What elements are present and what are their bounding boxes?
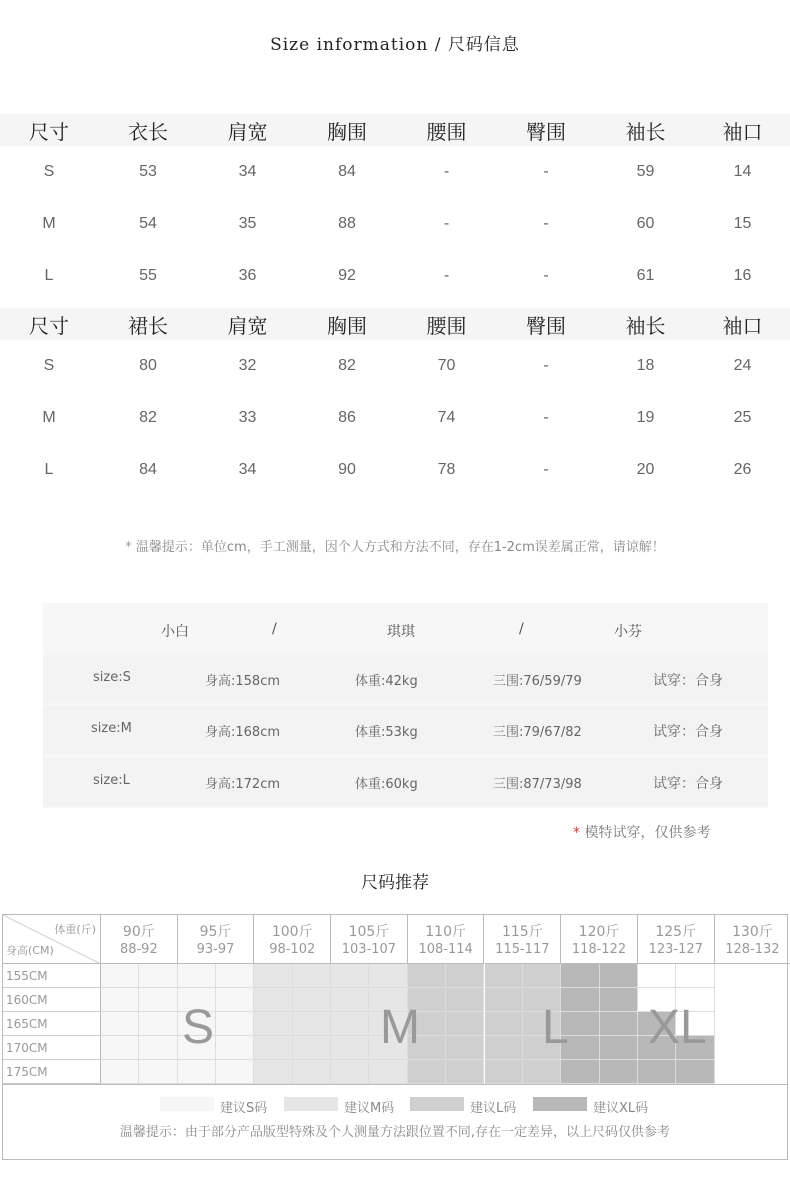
header-cell: 尺寸 [29,313,69,338]
grid-cell [600,964,638,988]
table-cell: - [543,163,549,180]
grid-cell [369,1060,407,1084]
table-row [0,250,790,302]
table-cell: 20 [636,461,655,478]
table-cell: 19 [636,409,655,426]
grid-cell [523,964,561,988]
size-label-xl: XL [648,1001,707,1054]
grid-cell [600,1036,638,1060]
header-cell: 袖长 [625,313,666,338]
measurement-note [0,536,790,555]
grid-cell [139,964,177,988]
legend-label: 建议L码 [470,1101,517,1116]
table-cell: 53 [139,163,157,180]
grid-cell [676,964,714,988]
weight-range: 103-107 [341,942,397,957]
header-cell: 腰围 [426,119,467,144]
grid-cell [178,964,216,988]
model-row [43,758,768,806]
grid-cell [408,964,446,988]
model-name: 小芬 [614,624,642,640]
table-cell: - [543,409,549,426]
table-row [0,392,790,444]
grid-cell [293,964,331,988]
weight-column-header [561,915,638,964]
grid-cell [139,1036,177,1060]
weight-jin: 130斤 [732,924,773,940]
grid-cell [600,988,638,1012]
table-cell: 25 [733,409,752,426]
table-row [0,340,790,392]
page-title: Size information / 尺码信息 [270,35,520,55]
table-cell: 86 [338,409,356,426]
table-cell: - [443,215,450,232]
model-size: size:S [93,670,131,685]
table-row [0,198,790,250]
legend-swatch-s [160,1097,214,1111]
grid-cell [101,1060,139,1084]
bottom-size-table [0,308,790,496]
table-cell: - [543,461,549,478]
grid-cell [293,1060,331,1084]
bottom-table-header [0,308,790,340]
table-cell: - [543,215,549,232]
table-cell: 59 [636,163,655,180]
header-cell: 胸围 [327,119,367,144]
grid-cell [293,988,331,1012]
weight-column-header [638,915,715,964]
grid-cell [485,1060,523,1084]
grid-cell [638,1060,676,1084]
grid-cell [101,964,139,988]
header-cell: 臀围 [526,313,566,338]
table-cell: - [443,163,450,180]
weight-column-header [485,915,562,964]
grid-cell [485,1036,523,1060]
table-cell: 24 [733,357,752,374]
legend-swatch-l [410,1097,464,1111]
grid-cell [561,1060,599,1084]
grid-cell [101,1012,139,1036]
weight-jin: 90斤 [122,924,155,940]
weight-column-header [408,915,485,964]
weight-jin: 125斤 [655,924,697,940]
table-cell: 34 [238,461,257,478]
grid-cell [101,988,139,1012]
note-star: * [125,540,132,555]
table-row [0,146,790,198]
grid-cell [676,1060,714,1084]
grid-cell [600,1060,638,1084]
header-cell: 肩宽 [227,313,268,338]
grid-cell [216,988,254,1012]
grid-cell [139,1060,177,1084]
table-cell: 26 [733,461,752,478]
weight-column-header [331,915,408,964]
model-name: 琪琪 [387,624,415,640]
model-weight: 体重:53kg [355,725,418,740]
weight-range: 123-127 [648,942,703,957]
table-cell: - [543,357,549,374]
grid-cell [446,1060,484,1084]
model-measurements: 三围:87/73/98 [493,777,582,792]
table-cell: 35 [238,215,257,232]
model-fit: 试穿：合身 [653,724,723,740]
corner-weight-label: 体重(斤) [54,923,96,936]
grid-cell [101,1036,139,1060]
model-height: 身高:168cm [205,725,281,740]
grid-cell [254,1012,292,1036]
grid-cell [254,1036,292,1060]
recommend-title: 尺码推荐 [361,873,429,893]
grid-cell [216,964,254,988]
header-cell: 肩宽 [227,119,268,144]
table-cell: 92 [338,267,356,284]
weight-jin: 105斤 [348,924,390,940]
grid-cell [293,1036,331,1060]
model-fitting-table [43,603,768,808]
height-row-label: 170CM [3,1036,101,1060]
header-cell: 裙长 [128,313,168,338]
weight-range: 98-102 [269,942,316,957]
weight-jin: 100斤 [271,924,313,940]
table-cell: - [543,267,549,284]
grid-cell [254,988,292,1012]
height-row-label: 160CM [3,988,101,1012]
table-cell: 88 [338,215,356,232]
note-text: 模特试穿，仅供参考 [584,825,711,841]
model-fit: 试穿：合身 [653,776,723,792]
header-cell: 臀围 [526,119,566,144]
header-cell: 尺寸 [29,119,69,144]
height-row-label: 175CM [3,1060,101,1084]
top-size-table [0,114,790,302]
table-cell: 82 [139,409,157,426]
table-cell: 16 [733,267,752,284]
table-cell: 33 [238,409,257,426]
name-separator: / [272,621,277,637]
height-row-label: 165CM [3,1012,101,1036]
note-text: 温馨提示：单位cm，手工测量，因个人方式和方法不同，存在1-2cm误差属正常，请谅解！ [135,540,665,555]
grid-cell [216,1012,254,1036]
table-cell: 82 [338,357,356,374]
grid-cell [523,1060,561,1084]
top-table-header [0,114,790,146]
grid-cell [446,964,484,988]
model-row [43,706,768,754]
weight-jin: 95斤 [199,924,232,940]
table-cell: 34 [238,163,257,180]
legend-label: 建议S码 [220,1101,268,1116]
weight-range: 88-92 [119,942,158,957]
table-cell: S [43,357,55,374]
legend-swatch-xl [533,1097,587,1111]
weight-column-header [715,915,790,964]
recommend-note: 温馨提示：由于部分产品版型特殊及个人测量方法跟位置不同,存在一定差异，以上尺码仅供参考 [119,1125,671,1140]
grid-cell [216,1036,254,1060]
table-cell: 15 [733,215,752,232]
table-cell: 60 [636,215,655,232]
table-cell: 84 [338,163,356,180]
table-row [0,444,790,496]
header-cell: 腰围 [426,313,467,338]
grid-cell [446,1012,484,1036]
size-label-l: L [542,1001,569,1054]
table-cell: 70 [437,357,456,374]
corner-height-label: 身高(CM) [6,944,54,957]
model-note [573,822,710,842]
model-measurements: 三围:76/59/79 [493,674,582,689]
grid-cell [139,988,177,1012]
table-cell: M [42,409,56,426]
table-cell: 36 [238,267,257,284]
legend-label: 建议M码 [344,1101,395,1116]
weight-column-header [101,915,178,964]
table-cell: - [443,267,450,284]
grid-cell [293,1012,331,1036]
table-cell: 14 [733,163,752,180]
model-row [43,655,768,703]
model-weight: 体重:42kg [355,674,418,689]
model-height: 身高:172cm [205,777,281,792]
table-cell: 54 [139,215,157,232]
model-weight: 体重:60kg [355,777,418,792]
grid-cell [254,964,292,988]
weight-column-header [178,915,255,964]
name-separator: / [519,621,524,637]
weight-range: 115-117 [495,942,550,957]
model-measurements: 三围:79/67/82 [493,725,582,740]
table-cell: S [43,163,55,180]
model-size: size:L [93,773,130,788]
model-name: 小白 [161,624,189,640]
grid-cell [408,1060,446,1084]
grid-cell [331,1012,369,1036]
header-cell: 袖口 [722,119,763,144]
weight-jin: 115斤 [501,924,543,940]
table-cell: 32 [238,357,257,374]
header-cell: 胸围 [327,313,367,338]
table-cell: 74 [437,409,456,426]
weight-range: 118-122 [571,942,627,957]
grid-cell [178,1060,216,1084]
grid-cell [216,1060,254,1084]
grid-cell [254,1060,292,1084]
grid-cell [369,964,407,988]
weight-column-header [254,915,331,964]
grid-cell [446,1036,484,1060]
weight-jin: 120斤 [578,924,620,940]
size-label-m: M [380,1001,420,1054]
grid-cell [485,964,523,988]
grid-divider [3,1084,787,1085]
model-names-row [43,603,768,655]
table-cell: 55 [139,267,157,284]
size-label-s: S [182,1001,215,1054]
header-cell: 袖长 [625,119,666,144]
table-cell: 90 [338,461,356,478]
header-cell: 袖口 [722,313,763,338]
table-cell: L [44,267,54,284]
legend-swatch-m [284,1097,338,1111]
grid-cell [139,1012,177,1036]
grid-cell [331,1060,369,1084]
table-cell: 84 [139,461,157,478]
table-cell: M [42,215,56,232]
note-star: * [573,825,580,841]
grid-cell [446,988,484,1012]
grid-cell [485,1012,523,1036]
header-cell: 衣长 [128,119,168,144]
legend-label: 建议XL码 [593,1101,649,1116]
grid-cell [638,964,676,988]
grid-cell [331,964,369,988]
weight-range: 108-114 [418,942,473,957]
weight-jin: 110斤 [425,924,466,940]
height-row-label: 155CM [3,964,101,988]
model-size: size:M [91,721,132,736]
table-cell: 80 [139,357,157,374]
model-fit: 试穿：合身 [653,673,723,689]
model-height: 身高:158cm [205,674,281,689]
grid-corner [3,915,101,964]
grid-cell [331,988,369,1012]
table-cell: 18 [636,357,655,374]
grid-cell [331,1036,369,1060]
grid-cell [561,964,599,988]
weight-range: 93-97 [196,942,235,957]
grid-cell [485,988,523,1012]
table-cell: L [44,461,54,478]
table-cell: 78 [437,461,456,478]
weight-range: 128-132 [725,942,780,957]
grid-cell [600,1012,638,1036]
table-cell: 61 [636,267,655,284]
